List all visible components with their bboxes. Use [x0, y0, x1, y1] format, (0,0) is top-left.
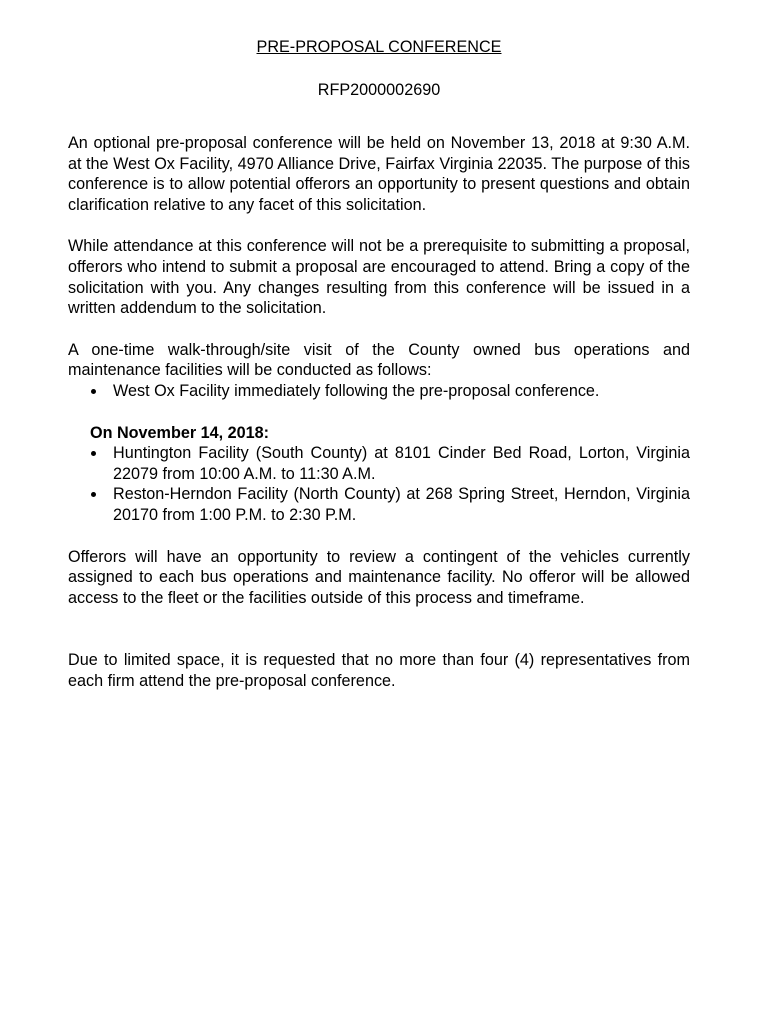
bullet-icon: [91, 451, 96, 456]
paragraph-conference-details: An optional pre-proposal conference will be held on November 13, 2018 at 9:30 A.M. at the West Ox Facility, 4970 Alliance Drive, Fairfax Virginia 22035. The purpose of this conference is to allow potential offerors an opportunity to present questions and obtain clarification relative to any facet of this solicitation.: [68, 134, 690, 214]
document-title: PRE-PROPOSAL CONFERENCE: [256, 38, 502, 56]
paragraph-site-visit: A one-time walk-through/site visit of the County owned bus operations and maintenance facilities will be conducted as follows:: [68, 340, 690, 380]
list-item: [90, 381, 690, 402]
rfp-number: RFP2000002690: [317, 81, 441, 99]
document-page: [68, 37, 690, 691]
bullet-icon: [91, 389, 96, 394]
list-item-text: West Ox Facility immediately following the pre-proposal conference.: [113, 381, 600, 400]
site-visit-list-2: [68, 443, 690, 525]
subheading-date: On November 14, 2018:: [90, 423, 270, 442]
list-item: [90, 484, 690, 525]
list-item-text: Reston-Herndon Facility (North County) at 268 Spring Street, Herndon, Virginia 20170 from 1:00 P.M. to 2:30 P.M.: [113, 485, 690, 524]
list-item: [90, 443, 690, 484]
paragraph-attendance: While attendance at this conference will not be a prerequisite to submitting a proposal, offerors who intend to submit a proposal are encouraged to attend. Bring a copy of the solicitation with you. Any changes resulting from this conference will be issued in a written addendum to the solicitation.: [68, 237, 690, 318]
paragraph-vehicle-review: Offerors will have an opportunity to review a contingent of the vehicles currently assigned to each bus operations and maintenance facility. No offeror will be allowed access to the fleet or the facilities outside of this process and timeframe.: [68, 547, 690, 607]
list-item-text: Huntington Facility (South County) at 8101 Cinder Bed Road, Lorton, Virginia 22079 from 10:00 A.M. to 11:30 A.M.: [113, 444, 690, 483]
paragraph-limited-space: Due to limited space, it is requested that no more than four (4) representatives from each firm attend the pre-proposal conference.: [68, 651, 690, 690]
bullet-icon: [91, 492, 96, 497]
site-visit-list-1: [68, 381, 690, 402]
